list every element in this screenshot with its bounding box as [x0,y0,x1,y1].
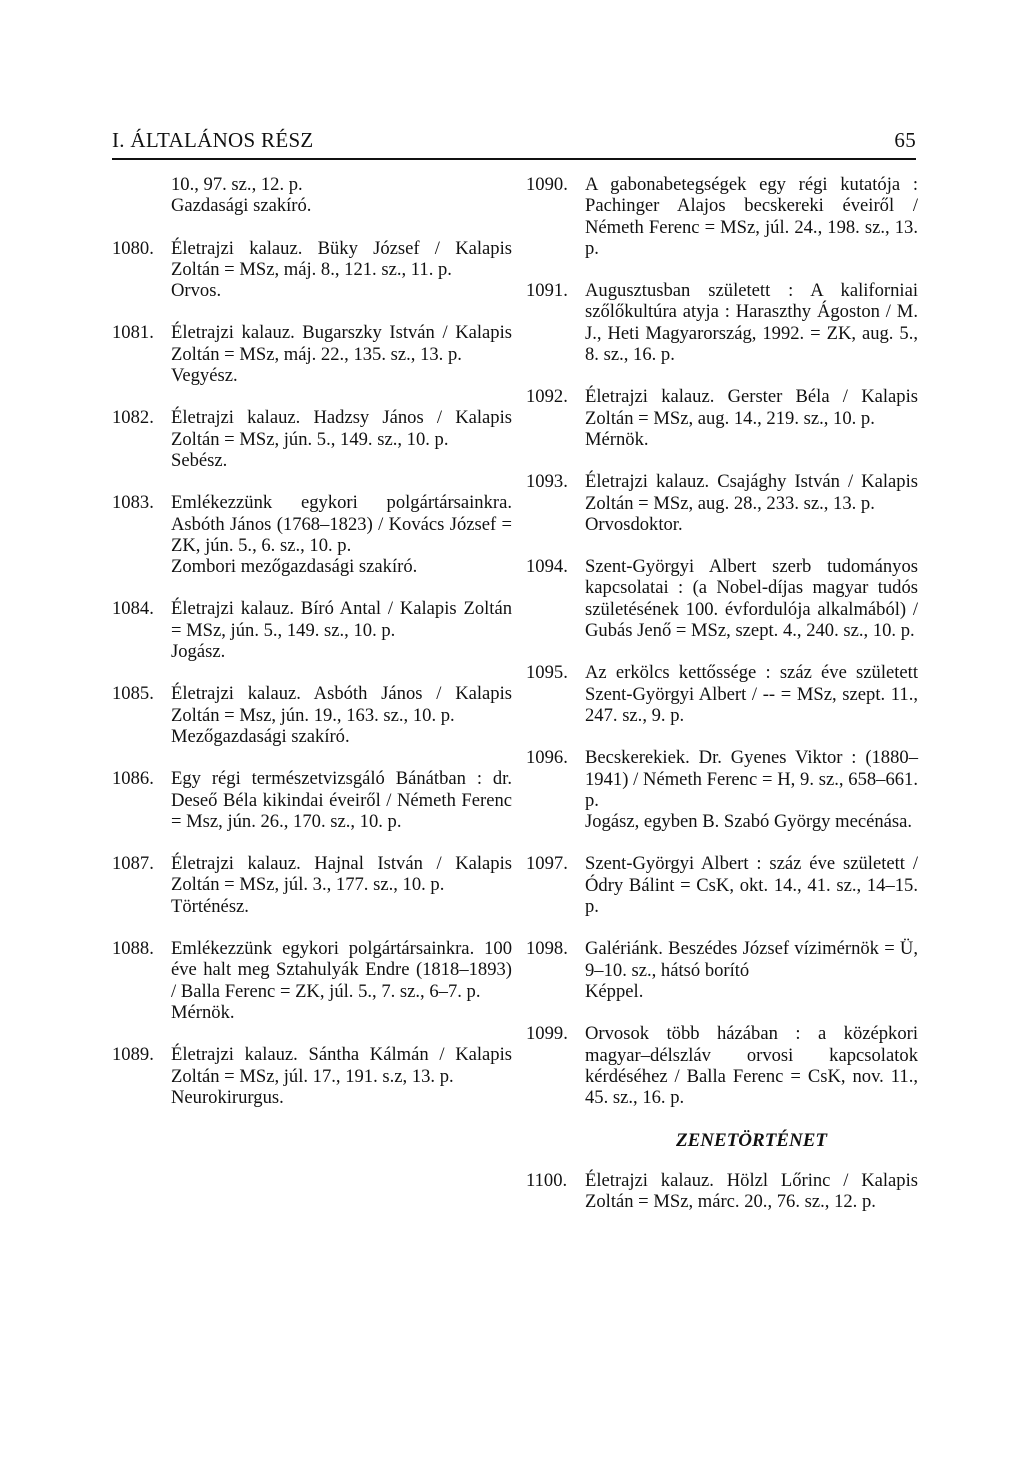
entry-text: Emlékezzünk egykori polgártársainkra. Asbóth János (1768–1823) / Kovács József = ZK, jún. 5., 6. sz., 10. p. [171,492,512,556]
section-heading: ZENETÖRTÉNET [676,1130,827,1152]
bibliography-entry [526,386,918,450]
entry-text: 10., 97. sz., 12. p. [171,174,303,195]
entry-text: Életrajzi kalauz. Hajnal István / Kalapis Zoltán = MSz, júl. 3., 177. sz., 10. p. [171,853,512,896]
entry-text: Augusztusban született : A kaliforniai szőlőkultúra atyja : Haraszthy Ágoston / M. J., Heti Magyarország, 1992. = ZK, aug. 5., 8. sz., 16. p. [585,280,918,366]
bibliography-entry [112,853,512,917]
bibliography-entry [526,174,918,259]
entry-note: Gazdasági szakíró. [171,195,312,217]
right-column [526,174,918,1212]
entry-number: 1090. [526,174,568,195]
entry-text: Az erkölcs kettőssége : száz éve született Szent-Györgyi Albert / -- = MSz, szept. 11., 247. sz., 9. p. [585,662,918,726]
bibliography-entry [112,768,512,832]
entry-number: 1092. [526,386,568,408]
entry-note: Sebész. [171,449,228,471]
entry-number: 1082. [112,407,154,429]
entry-number: 1100. [526,1169,568,1191]
entry-number: 1081. [112,322,154,344]
entry-note: Zombori mezőgazdasági szakíró. [171,556,418,578]
entry-note: Jogász, egyben B. Szabó György mecénása. [585,811,913,833]
page-number: 65 [894,128,916,152]
entry-text: Életrajzi kalauz. Hadzsy János / Kalapis Zoltán = MSz, jún. 5., 149. sz., 10. p. [171,407,512,450]
bibliography-entry [112,598,512,662]
entry-note: Mezőgazdasági szakíró. [171,725,350,747]
entry-number: 1091. [526,280,568,302]
bibliography-entry [526,280,918,365]
entry-number: 1084. [112,598,154,620]
entry-number: 1094. [526,556,568,578]
bibliography-entry [526,938,918,1002]
entry-number: 1087. [112,853,154,875]
entry-text: Orvosok több házában : a középkori magyar–délszláv orvosi kapcsolatok kérdéséhez / Balla Ferenc = CsK, nov. 11., 45. sz., 16. p. [585,1023,918,1109]
bibliography-entry [112,492,512,577]
entry-number: 1080. [112,237,154,259]
entry-note: Vegyész. [171,365,238,387]
entry-text: Szent-Györgyi Albert szerb tudományos kapcsolatai : (a Nobel-díjas magyar tudós születésének 100. évfordulója alkalmából) / Gubás Jenő = MSz, szept. 4., 240. sz., 10. p. [585,556,918,642]
bibliography-entry [112,322,512,386]
entry-text: Életrajzi kalauz. Bugarszky István / Kalapis Zoltán = MSz, máj. 22., 135. sz., 13. p. [171,322,512,365]
bibliography-entry [526,1170,918,1213]
entry-number: 1093. [526,471,568,493]
header-rule [112,158,916,160]
entry-text: Egy régi természetvizsgáló Bánátban : dr. Deseő Béla kikindai éveiről / Németh Ferenc = Msz, jún. 26., 170. sz., 10. p. [171,768,512,832]
entry-text: Becskerekiek. Dr. Gyenes Viktor : (1880–1941) / Németh Ferenc = H, 9. sz., 658–661. p. [585,747,918,811]
page-header [112,128,916,158]
bibliography-entry [112,238,512,302]
entry-text: Életrajzi kalauz. Sántha Kálmán / Kalapis Zoltán = MSz, júl. 17., 191. s.z, 13. p. [171,1044,512,1087]
bibliography-entry [526,471,918,535]
entry-number: 1083. [112,492,154,514]
bibliography-entry [526,1023,918,1108]
bibliography-entry [526,662,918,726]
entry-note: Neurokirurgus. [171,1086,284,1108]
entry-note: Jogász. [171,641,226,663]
entry-number: 1085. [112,683,154,705]
bibliography-entry [112,938,512,1023]
entry-text: Életrajzi kalauz. Büky József / Kalapis Zoltán = MSz, máj. 8., 121. sz., 11. p. [171,237,512,280]
entry-number: 1096. [526,747,568,769]
entry-note: Képpel. [585,980,644,1002]
bibliography-entry [112,174,512,217]
entry-text: Életrajzi kalauz. Asbóth János / Kalapis Zoltán = Msz, jún. 19., 163. sz., 10. p. [171,683,512,726]
entry-number: 1099. [526,1023,568,1045]
bibliography-entry [112,683,512,747]
bibliography-entry [526,556,918,641]
entry-text: A gabonabetegségek egy régi kutatója : Pachinger Alajos becskereki éveiről / Németh Ferenc = MSz, júl. 24., 198. sz., 13. p. [585,174,918,259]
entry-number: 1095. [526,662,568,684]
entry-note: Orvos. [171,280,222,302]
entry-note: Történész. [171,895,249,917]
entry-number: 1097. [526,853,568,875]
entry-text: Galériánk. Beszédes József vízimérnök = Ü, 9–10. sz., hátsó borító [585,938,918,981]
section-title: I. ÁLTALÁNOS RÉSZ [112,128,314,152]
bibliography-entry [526,853,918,917]
bibliography-entry [112,407,512,471]
entry-number: 1098. [526,938,568,960]
entry-text: Életrajzi kalauz. Gerster Béla / Kalapis Zoltán = MSz, aug. 14., 219. sz., 10. p. [585,386,918,429]
entry-note: Orvosdoktor. [585,513,683,535]
entry-text: Szent-Györgyi Albert : száz éve született / Ódry Bálint = CsK, okt. 14., 41. sz., 14–15. p. [585,853,918,918]
bibliography-entry [526,747,918,832]
entry-text: Életrajzi kalauz. Csajághy István / Kalapis Zoltán = MSz, aug. 28., 233. sz., 13. p. [585,471,918,514]
entry-text: Életrajzi kalauz. Hölzl Lőrinc / Kalapis Zoltán = MSz, márc. 20., 76. sz., 12. p. [585,1169,918,1212]
entry-text: Életrajzi kalauz. Bíró Antal / Kalapis Zoltán = MSz, jún. 5., 149. sz., 10. p. [171,598,512,641]
entry-number: 1086. [112,768,154,790]
entry-number: 1089. [112,1044,154,1066]
entry-note: Mérnök. [171,1001,235,1023]
bibliography-entry [112,1044,512,1108]
entry-note: Mérnök. [585,428,649,450]
entry-number: 1088. [112,938,154,960]
entry-text: Emlékezzünk egykori polgártársainkra. 100 éve halt meg Sztahulyák Endre (1818–1893) / Balla Ferenc = ZK, júl. 5., 7. sz., 6–7. p. [171,938,512,1002]
left-column [112,174,512,1108]
